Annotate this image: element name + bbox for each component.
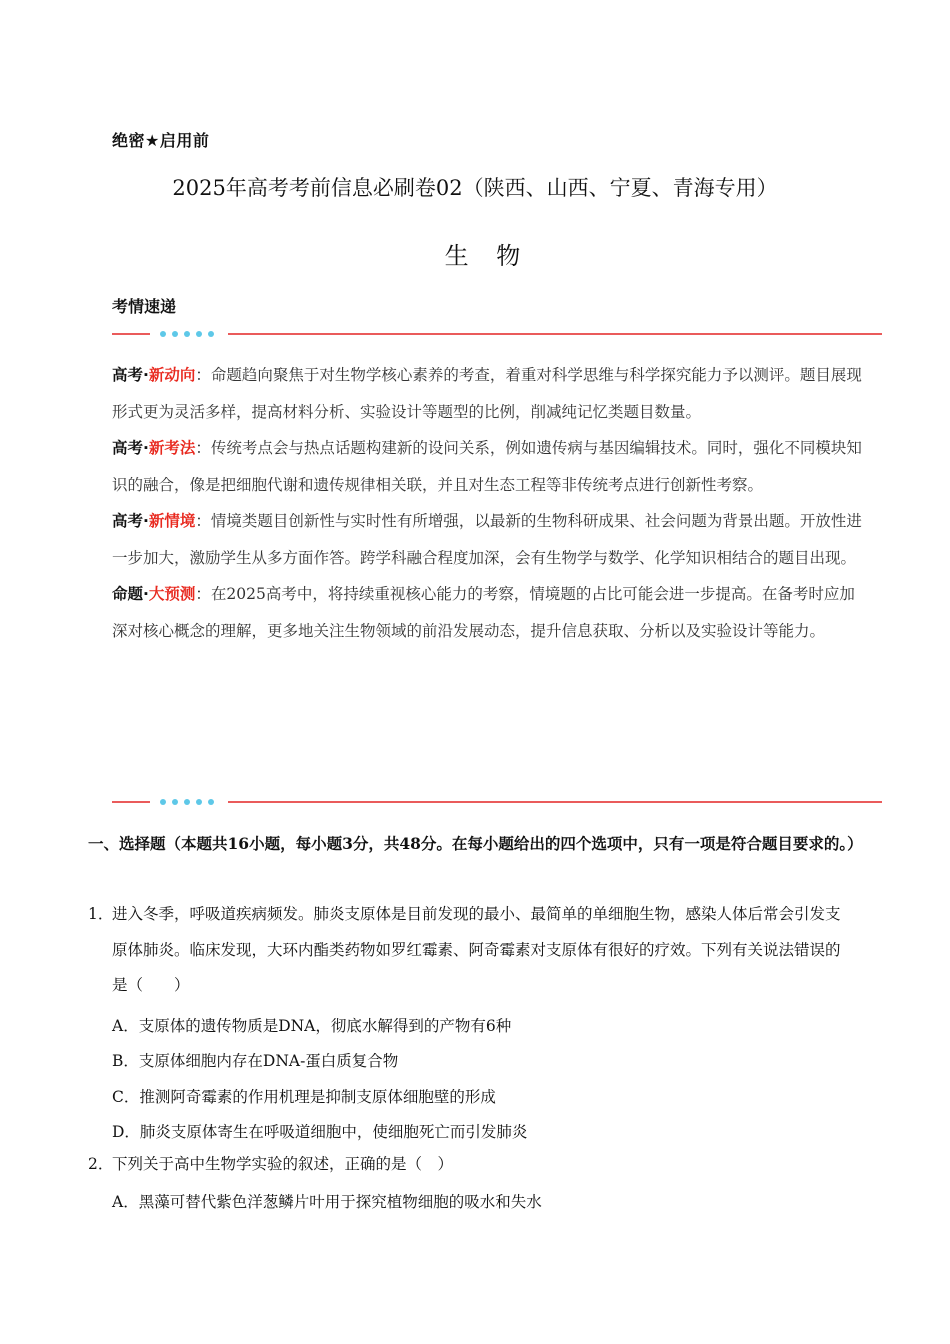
info-text: 命题趋向聚焦于对生物学核心素养的考查，着重对科学思维与科学探究能力予以测评。题目展现形式更为灵活多样，提高材料分析、实验设计等题型的比例，削减纯记忆类题目数量。 <box>112 366 862 421</box>
info-text: 传统考点会与热点话题构建新的设问关系，例如遗传病与基因编辑技术。同时，强化不同模块知识的融合，像是把细胞代谢和遗传规律相关联，并且对生态工程等非传统考点进行创新性考察。 <box>112 439 862 494</box>
info-item-new-context: 高考·新情境：情境类题目创新性与实时性有所增强，以最新的生物科研成果、社会问题为背景出题。开放性进一步加大，激励学生从多方面作答。跨学科融合程度加深，会有生物学与数学、化学知识相结合的题目出现。 <box>112 512 862 567</box>
info-label: 高考· <box>112 512 149 530</box>
info-label: 高考· <box>112 439 149 457</box>
divider-bottom <box>112 797 882 807</box>
divider-dots <box>160 329 214 339</box>
option-a: A．黑藻可替代紫色洋葱鳞片叶用于探究植物细胞的吸水和失水 <box>112 1193 542 1211</box>
info-item-new-trend: 高考·新动向：命题趋向聚焦于对生物学核心素养的考查，着重对科学思维与科学探究能力予以测评。题目展现形式更为灵活多样，提高材料分析、实验设计等题型的比例，削减纯记忆类题目数量。 <box>112 366 862 421</box>
info-label-highlight: 新情境 <box>148 512 196 530</box>
divider-line <box>112 801 150 803</box>
info-text: 情境类题目创新性与实时性有所增强，以最新的生物科研成果、社会问题为背景出题。开放性进一步加大，激励学生从多方面作答。跨学科融合程度加深，会有生物学与数学、化学知识相结合的题目出现。 <box>112 512 862 567</box>
info-label-highlight: 大预测 <box>148 585 196 603</box>
info-label: 命题· <box>112 585 149 603</box>
option-b: B．支原体细胞内存在DNA-蛋白质复合物 <box>112 1052 399 1070</box>
confidential-label: 绝密★启用前 <box>112 131 210 150</box>
option-c: C．推测阿奇霉素的作用机理是抑制支原体细胞壁的形成 <box>112 1088 496 1106</box>
info-item-new-method: 高考·新考法：传统考点会与热点话题构建新的设问关系，例如遗传病与基因编辑技术。同时，强化不同模块知识的融合，像是把细胞代谢和遗传规律相关联，并且对生态工程等非传统考点进行创新性考察。 <box>112 439 862 494</box>
question-number: 1． <box>88 905 114 923</box>
info-item-prediction: 命题·大预测：在2025高考中，将持续重视核心能力的考察，情境题的占比可能会进一步提高。在备考时应加深对核心概念的理解，更多地关注生物领域的前沿发展动态，提升信息获取、分析以及实验设计等能力。 <box>112 585 855 640</box>
exam-info-heading: 考情速递 <box>112 297 177 316</box>
question-stem: 下列关于高中生物学实验的叙述，正确的是（ ） <box>112 1155 454 1173</box>
divider-dots <box>160 797 214 807</box>
info-label: 高考· <box>112 366 149 384</box>
option-a: A．支原体的遗传物质是DNA，彻底水解得到的产物有6种 <box>112 1017 512 1035</box>
question-number: 2． <box>88 1155 114 1173</box>
question-stem: 进入冬季，呼吸道疾病频发。肺炎支原体是目前发现的最小、最简单的单细胞生物，感染人体后常会引发支原体肺炎。临床发现，大环内酯类药物如罗红霉素、阿奇霉素对支原体有很好的疗效。下列有关说法错误的是（ ） <box>112 905 841 994</box>
info-label-highlight: 新考法 <box>148 439 196 457</box>
divider-line <box>112 333 150 335</box>
exam-title: 2025年高考考前信息必刷卷02（陕西、山西、宁夏、青海专用） <box>172 176 778 200</box>
exam-info-body <box>112 357 862 649</box>
info-label-highlight: 新动向 <box>148 366 196 384</box>
divider-line <box>228 801 882 803</box>
divider-line <box>228 333 882 335</box>
subject-title: 生 物 <box>444 242 531 270</box>
option-d: D．肺炎支原体寄生在呼吸道细胞中，使细胞死亡而引发肺炎 <box>112 1123 528 1141</box>
section-one-heading: 一、选择题（本题共16小题，每小题3分，共48分。在每小题给出的四个选项中，只有一项是符合题目要求的。） <box>88 834 863 853</box>
info-text: 在2025高考中，将持续重视核心能力的考察，情境题的占比可能会进一步提高。在备考时应加深对核心概念的理解，更多地关注生物领域的前沿发展动态，提升信息获取、分析以及实验设计等能力。 <box>112 585 855 640</box>
divider-top <box>112 329 882 339</box>
